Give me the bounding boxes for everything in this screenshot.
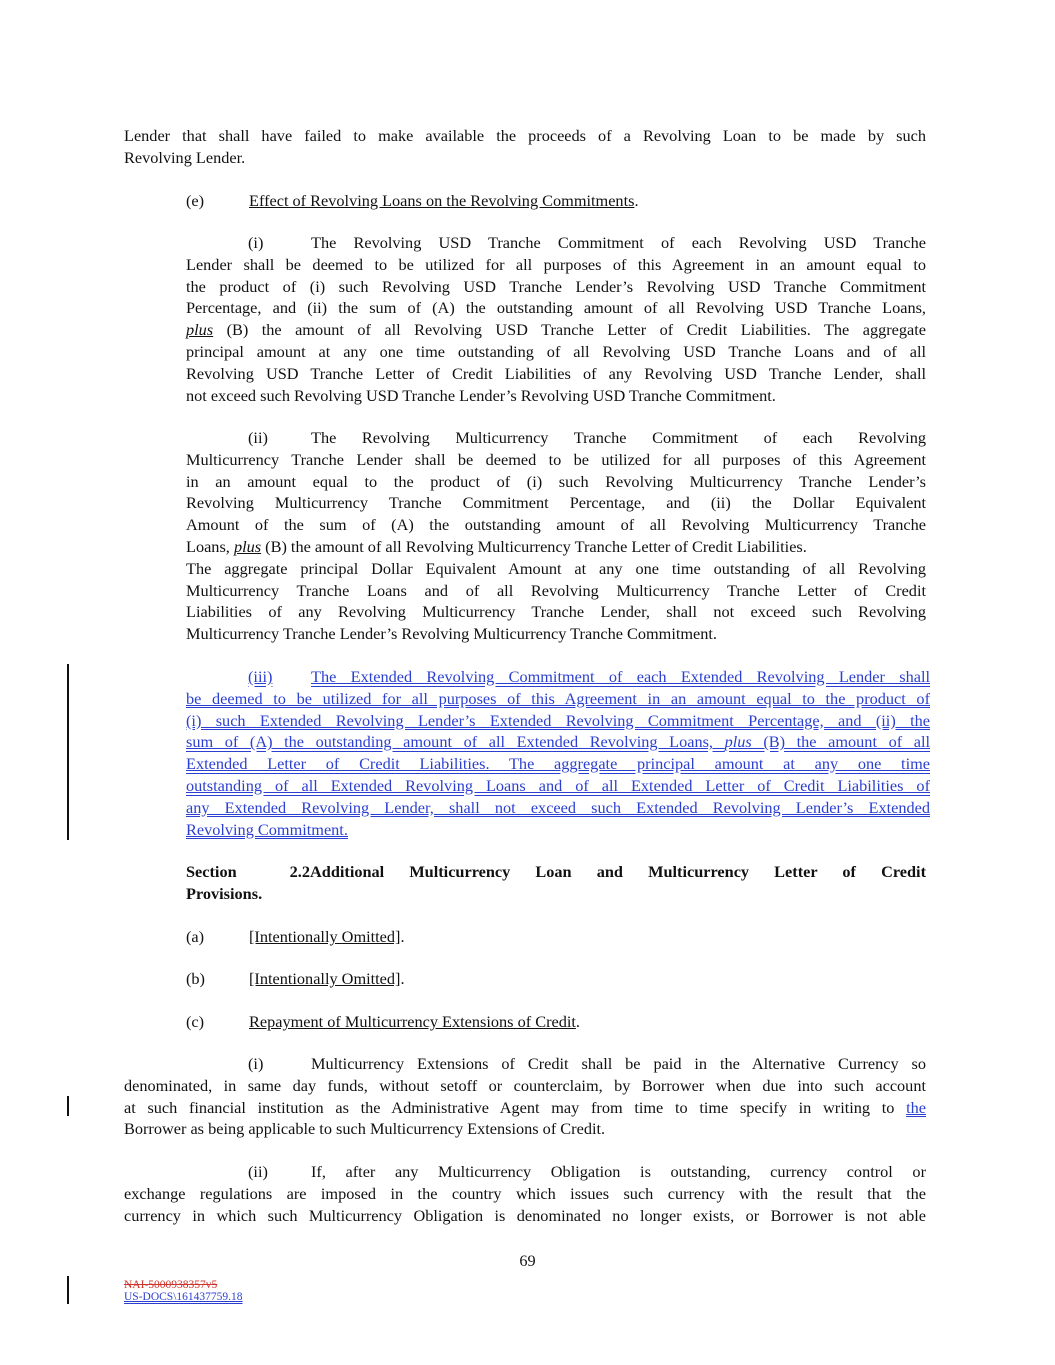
revision-change-bar <box>67 664 69 840</box>
clause-c-ii: (ii) If, after any Multicurrency Obligation is outstanding, currency control or exchange regulations are imposed in the country which issues such currency with the result that the currency in which such Multicurrency Obligation is denominated no longer exists, or Borrower is not able <box>124 1162 926 1225</box>
item-c: (c) Repayment of Multicurrency Extensions of Credit. <box>186 1012 580 1031</box>
intro-paragraph: Lender that shall have failed to make available the proceeds of a Revolving Loan to be made by such Revolving Lender. <box>124 126 926 167</box>
revision-change-bar <box>67 1276 69 1304</box>
item-b: (b) [Intentionally Omitted]. <box>186 969 405 988</box>
clause-e-iii-inserted: (iii) The Extended Revolving Commitment of each Extended Revolving Lender shall be deemed to be utilized for all purposes of this Agreement in an amount equal to the product of (i) such Extended Revolving Lender’s Extended Revolving Commitment Percentage, and (ii) the sum of (A) the outstanding amount of all Extended Revolving Loans, plus (B) the amount of all Extended Letter of Credit Liabilities. The aggregate principal amount at any one time outstanding of all Extended Revolving Loans and of all Extended Letter of Credit Liabilities of any Extended Revolving Lender, shall not exceed such Extended Revolving Lender’s Extended Revolving Commitment. <box>186 667 930 839</box>
item-a: (a) [Intentionally Omitted]. <box>186 927 405 946</box>
subsection-heading-e: (e) Effect of Revolving Loans on the Revolving Commitments. <box>186 191 639 210</box>
clause-e-i: (i) The Revolving USD Tranche Commitment of each Revolving USD Tranche Lender shall be deemed to be utilized for all purposes of this Agreement in an amount equal to the product of (i) such Revolving USD Tranche Lender’s Revolving USD Tranche Commitment Percentage, and (ii) the sum of (A) the outstanding amount of all Revolving USD Tranche Loans, plus (B) the amount of all Revolving USD Tranche Letter of Credit Liabilities. The aggregate principal amount at any one time outstanding of all Revolving USD Tranche Loans and of all Revolving USD Tranche Letter of Credit Liabilities of any Revolving USD Tranche Lender, shall not exceed such Revolving USD Tranche Lender’s Revolving USD Tranche Commitment. <box>186 233 926 405</box>
subsection-title-e: Effect of Revolving Loans on the Revolving Commitments <box>249 191 635 210</box>
section-heading-2-2: Section 2.2Additional Multicurrency Loan and Multicurrency Letter of Credit Provisions. <box>186 862 926 903</box>
clause-c-i: (i) Multicurrency Extensions of Credit shall be paid in the Alternative Currency so denominated, in same day funds, without setoff or counterclaim, by Borrower when due into such account at such financial institution as the Administrative Agent may from time to time specify in writing to the Borrower as being applicable to such Multicurrency Extensions of Credit. <box>124 1054 926 1139</box>
clause-e-ii: (ii) The Revolving Multicurrency Tranche Commitment of each Revolving Multicurrency Tranche Lender shall be deemed to be utilized for all purposes of this Agreement in an amount equal to the product of (i) such Revolving Multicurrency Tranche Lender’s Revolving Multicurrency Tranche Commitment Percentage, and (ii) the Dollar Equivalent Amount of the sum of (A) the outstanding amount of all Revolving Multicurrency Tranche Loans, plus (B) the amount of all Revolving Multicurrency Tranche Letter of Credit Liabilities. The aggregate principal Dollar Equivalent Amount at any one time outstanding of all Revolving Multicurrency Tranche Loans and of all Revolving Multicurrency Tranche Letter of Credit Liabilities of any Revolving Multicurrency Tranche Lender, shall not exceed such Revolving Multicurrency Tranche Lender’s Revolving Multicurrency Tranche Commitment. <box>186 428 926 644</box>
revision-change-bar <box>67 1096 69 1116</box>
page-number: 69 <box>519 1251 536 1270</box>
inserted-word: the <box>906 1097 926 1117</box>
footer-deleted-doc-id: NAI-5000938357v5 <box>124 1279 218 1291</box>
footer-inserted-doc-id: US-DOCS\161437759.18 <box>124 1291 243 1303</box>
